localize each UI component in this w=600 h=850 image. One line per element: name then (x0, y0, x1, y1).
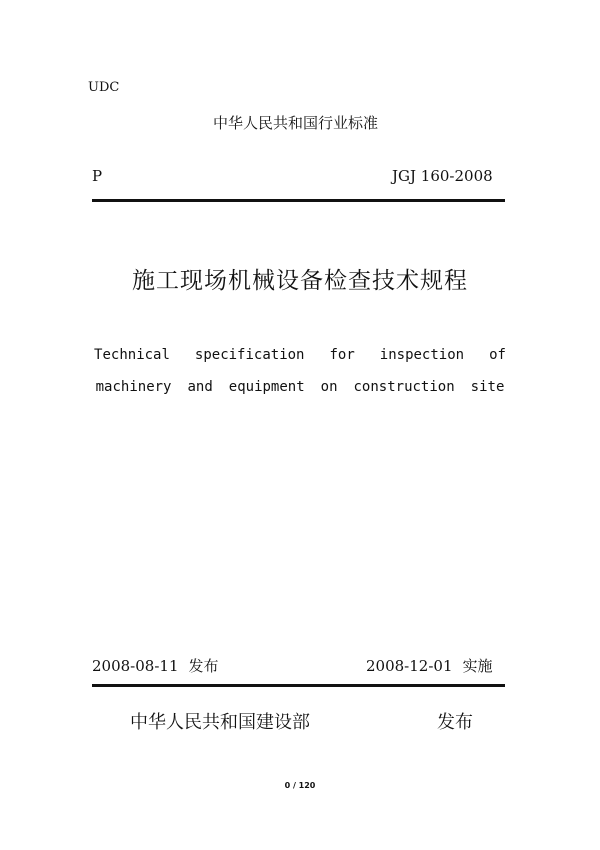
title-en-word: specification (194, 347, 305, 363)
classification-mark: P (92, 167, 103, 185)
issuing-authority: 中华人民共和国建设部 (130, 712, 310, 733)
title-en-word: Technical (94, 347, 170, 363)
standard-code: JGJ 160-2008 (392, 167, 493, 185)
title-en-word: equipment (228, 379, 305, 395)
title-en-word: inspection (379, 347, 465, 363)
top-divider (92, 199, 505, 202)
issuer-action: 发布 (437, 712, 473, 733)
bottom-divider (92, 684, 505, 687)
title-en-word: site (470, 379, 505, 395)
title-en-word: machinery (95, 379, 172, 395)
issue-label: 发布 (188, 657, 219, 675)
implementation-label: 实施 (462, 657, 493, 675)
standard-category: 中华人民共和国行业标准 (213, 114, 379, 132)
document-title-en-line1 (0, 347, 600, 363)
title-en-word: and (187, 379, 213, 395)
udc-label: UDC (88, 80, 120, 95)
document-title-cn: 施工现场机械设备检查技术规程 (132, 268, 468, 294)
page-indicator: 0 / 120 (284, 781, 316, 790)
title-en-word: of (489, 347, 506, 363)
title-en-word: on (320, 379, 338, 395)
title-en-word: for (329, 347, 355, 363)
implementation-date: 2008-12-01 (366, 657, 453, 675)
issue-date: 2008-08-11 (92, 657, 179, 675)
document-title-en-line2 (0, 379, 600, 395)
title-en-word: construction (353, 379, 455, 395)
implementation-date-row (366, 655, 493, 676)
issue-date-row (92, 655, 219, 676)
